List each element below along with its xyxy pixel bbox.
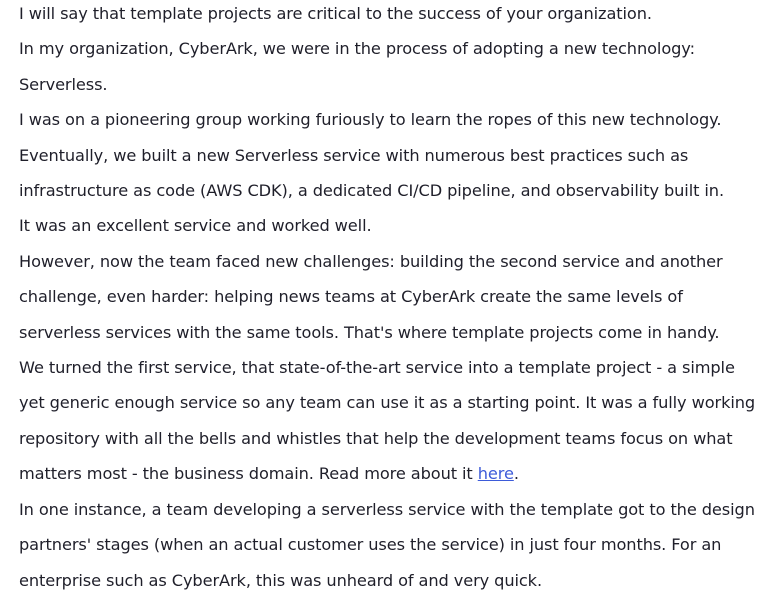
paragraph-template-project-text: We turned the first service, that state-of-the-art service into a template project - a simple yet generic enough service so any team can use it as a starting point. It was a fully working repository with all the bells and whistles that help the development teams focus on what matters most - the business domain. Read more about it xyxy=(19,358,756,484)
paragraph-design-partners: In one instance, a team developing a serverless service with the template got to the design partners' stages (when an actual customer uses the service) in just four months. For an enterprise such as CyberArk, this was unheard of and very quick. xyxy=(19,499,755,590)
paragraph-excellent-service: It was an excellent service and worked well. xyxy=(19,216,372,236)
paragraph-template-project xyxy=(19,350,759,492)
paragraph-template-project-end: . xyxy=(513,464,519,484)
paragraph-pioneering-group: I was on a pioneering group working furiously to learn the ropes of this new technology. xyxy=(19,110,722,130)
paragraph-best-practices: Eventually, we built a new Serverless service with numerous best practices such as infrastructure as code (AWS CDK), a dedicated CI/CD pipeline, and observability built in. xyxy=(19,145,725,201)
paragraph-template-importance: I will say that template projects are critical to the success of your organization. xyxy=(19,4,652,23)
read-more-link[interactable]: here xyxy=(477,464,514,484)
paragraph-new-challenges: However, now the team faced new challenges: building the second service and another challenge, even harder: helping news teams at CyberArk create the same levels of serverless services with the same tools. That's where template projects come in handy. xyxy=(19,251,723,342)
paragraph-cyberark-serverless: In my organization, CyberArk, we were in the process of adopting a new technology: Serverless. xyxy=(19,39,695,94)
